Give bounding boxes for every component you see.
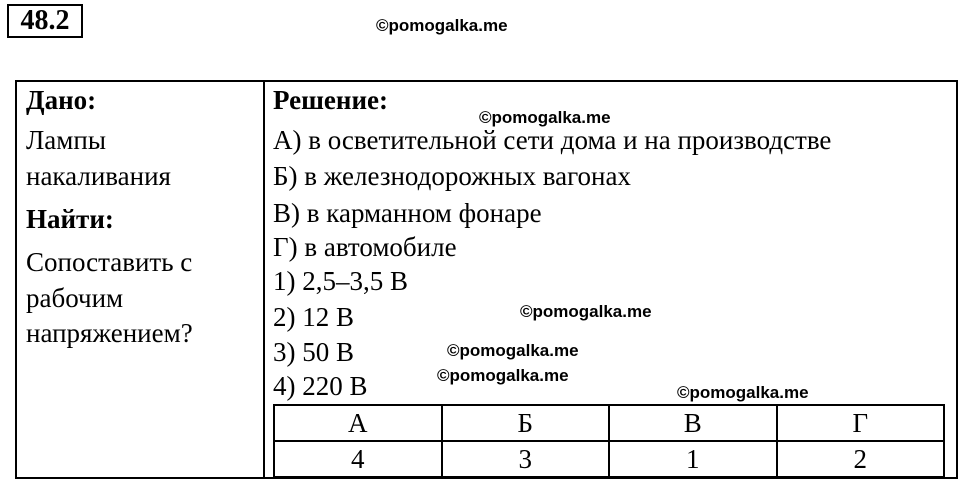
watermark: ©pomogalka.me	[437, 366, 569, 385]
answer-value-cell: 3	[442, 441, 610, 477]
find-line: Сопоставить с	[26, 247, 193, 277]
column-divider	[263, 80, 265, 479]
given-line: накаливания	[26, 161, 171, 191]
voltage-4: 4) 220 В	[273, 371, 368, 401]
answer-value-cell: 1	[609, 441, 777, 477]
answer-header-cell: А	[274, 405, 442, 441]
find-line: рабочим	[26, 283, 124, 313]
voltage-3: 3) 50 В	[273, 337, 354, 367]
find-heading: Найти:	[26, 204, 114, 234]
watermark: ©pomogalka.me	[479, 108, 611, 127]
answer-header-row	[274, 405, 944, 441]
problem-number: 48.2	[7, 4, 83, 38]
answer-value-row	[274, 441, 944, 477]
answer-header-cell: Г	[777, 405, 945, 441]
watermark: ©pomogalka.me	[376, 16, 508, 35]
voltage-2: 2) 12 В	[273, 302, 354, 332]
solution-heading: Решение:	[273, 85, 388, 115]
option-v: В) в карманном фонаре	[273, 198, 542, 228]
given-heading: Дано:	[26, 85, 97, 115]
answer-header-cell: Б	[442, 405, 610, 441]
option-a: А) в осветительной сети дома и на производстве	[273, 125, 832, 155]
given-line: Лампы	[26, 125, 106, 155]
voltage-1: 1) 2,5–3,5 В	[273, 266, 408, 296]
watermark: ©pomogalka.me	[520, 302, 652, 321]
answer-header-cell: В	[609, 405, 777, 441]
watermark: ©pomogalka.me	[677, 383, 809, 402]
option-b: Б) в железнодорожных вагонах	[273, 161, 631, 191]
answer-table	[273, 404, 945, 478]
answer-value-cell: 2	[777, 441, 945, 477]
watermark: ©pomogalka.me	[447, 341, 579, 360]
answer-value-cell: 4	[274, 441, 442, 477]
find-line: напряжением?	[26, 318, 193, 348]
option-g: Г) в автомобиле	[273, 232, 457, 262]
